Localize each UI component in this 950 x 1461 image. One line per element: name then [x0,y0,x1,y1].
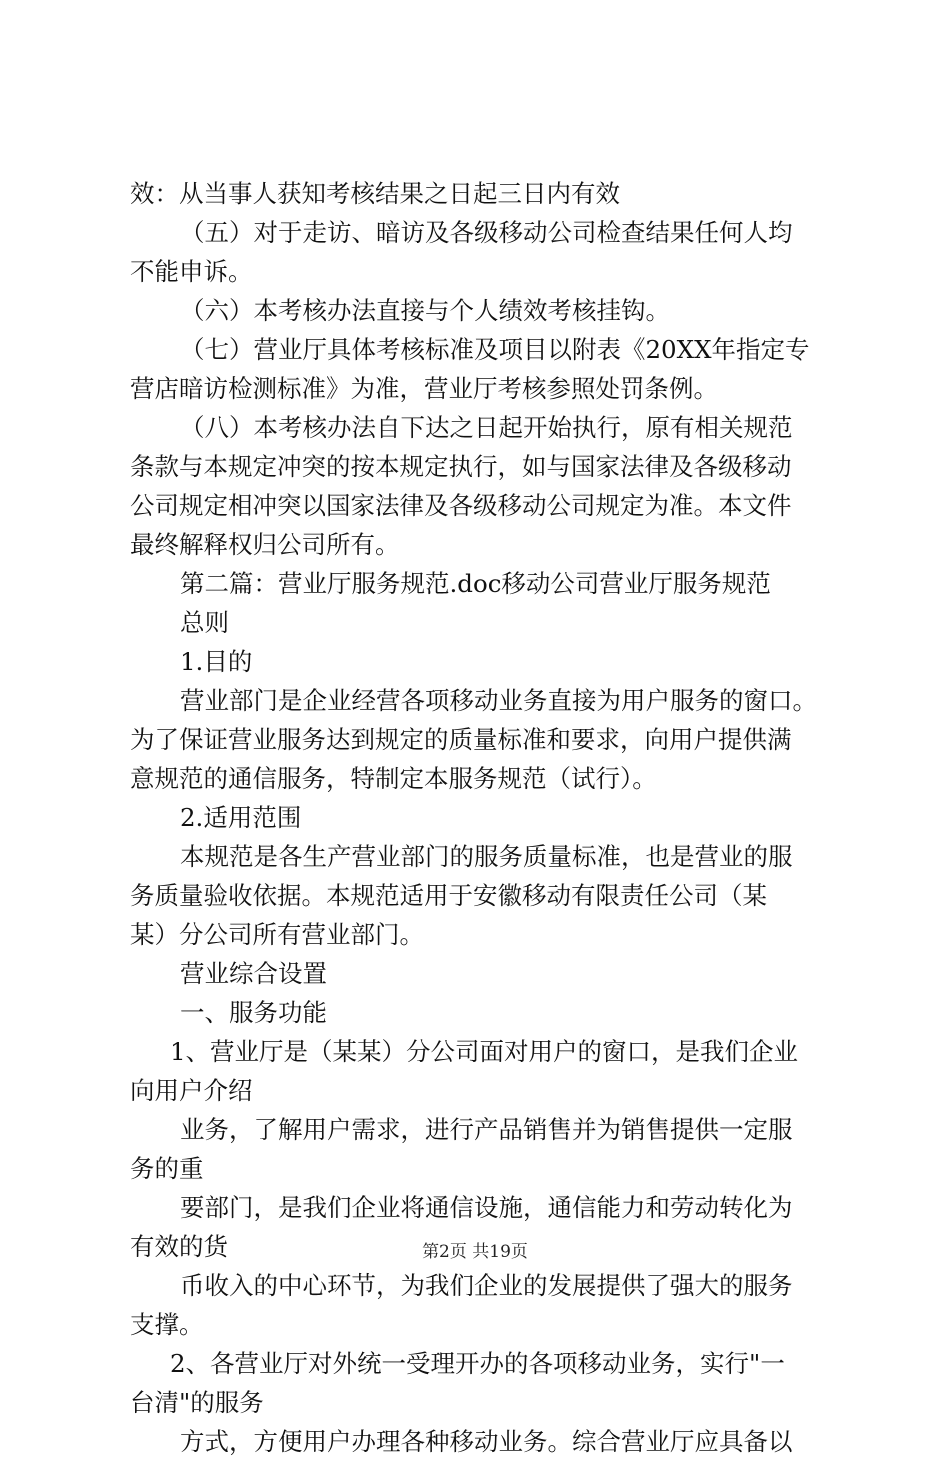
text-line: 为了保证营业服务达到规定的质量标准和要求，向用户提供满 [130,725,792,754]
text-line: 2、各营业厅对外统一受理开办的各项移动业务，实行"一 [169,1349,785,1378]
text-line: 要部门，是我们企业将通信设施，通信能力和劳动转化为 [179,1193,793,1222]
text-line: 意规范的通信服务，特制定本服务规范（试行）。 [130,764,657,793]
text-line: 有效的货 [130,1232,228,1261]
text-line: 营店暗访检测标准》为准，营业厅考核参照处罚条例。 [130,374,718,403]
text-line: 一、服务功能 [179,998,327,1027]
page-footer: 第2页 共19页 [422,1242,528,1262]
text-line: 营业综合设置 [179,959,327,988]
text-line: 某）分公司所有营业部门。 [130,920,424,949]
text-line: 台清"的服务 [130,1388,264,1417]
text-line: 总则 [179,608,229,637]
text-line: 2.适用范围 [179,803,302,832]
text-line: 币收入的中心环节，为我们企业的发展提供了强大的服务 [179,1271,793,1300]
text-line: 效：从当事人获知考核结果之日起三日内有效 [130,179,620,208]
text-line: 向用户介绍 [130,1076,253,1105]
text-line: 不能申诉。 [130,257,253,286]
text-line: 支撑。 [130,1310,204,1339]
text-line: 务质量验收依据。本规范适用于安徽移动有限责任公司（某 [130,881,767,910]
text-line: 最终解释权归公司所有。 [130,530,400,559]
text-line: （七）营业厅具体考核标准及项目以附表《20XX年指定专 [179,335,810,364]
text-line: 1.目的 [179,647,253,676]
text-line: 方式，方便用户办理各种移动业务。综合营业厅应具备以 [179,1427,793,1456]
text-line: （八）本考核办法自下达之日起开始执行，原有相关规范 [179,413,793,442]
text-line: 务的重 [130,1154,204,1183]
text-line: 公司规定相冲突以国家法律及各级移动公司规定为准。本文件 [130,491,792,520]
text-line: （五）对于走访、暗访及各级移动公司检查结果任何人均 [179,218,793,247]
text-line: 营业部门是企业经营各项移动业务直接为用户服务的窗口。 [179,686,817,715]
text-line: 第二篇：营业厅服务规范.doc移动公司营业厅服务规范 [179,569,771,598]
text-line: （六）本考核办法直接与个人绩效考核挂钩。 [179,296,670,325]
document-body [130,174,850,1461]
text-line: 条款与本规定冲突的按本规定执行，如与国家法律及各级移动 [130,452,792,481]
text-line: 1、营业厅是（某某）分公司面对用户的窗口，是我们企业 [169,1037,799,1066]
text-line: 业务，了解用户需求，进行产品销售并为销售提供一定服 [179,1115,793,1144]
text-line: 本规范是各生产营业部门的服务质量标准，也是营业的服 [179,842,793,871]
